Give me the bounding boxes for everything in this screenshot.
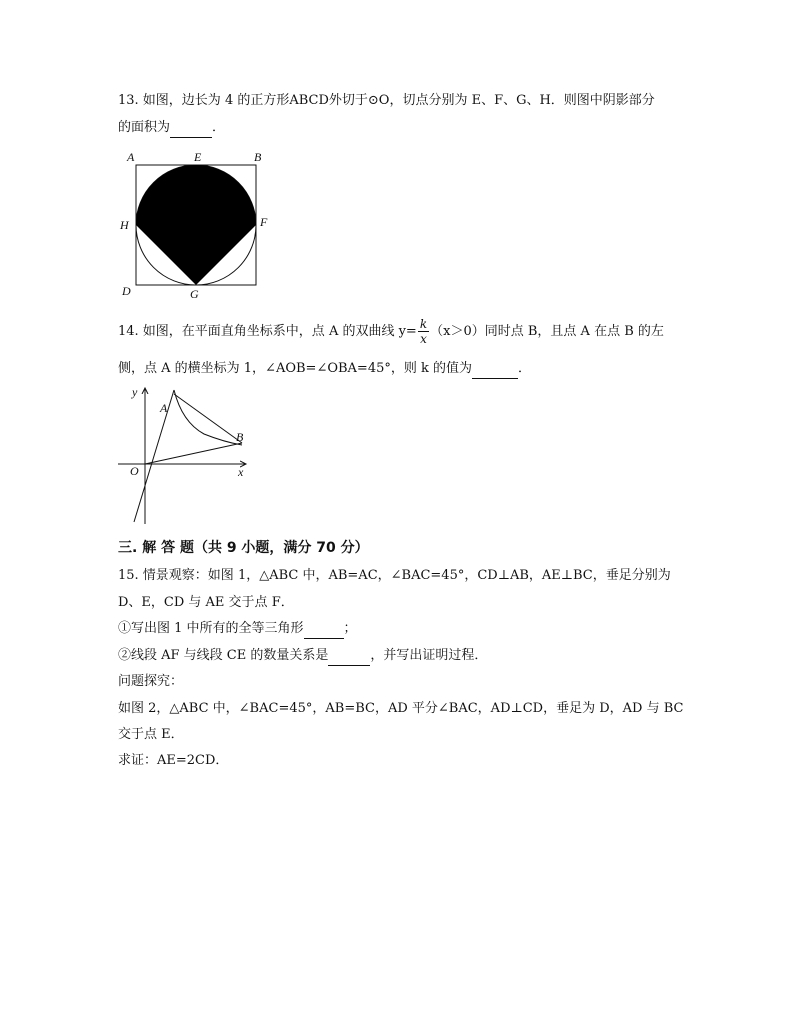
hyperbola [174, 390, 242, 445]
q14-line-2 [118, 360, 531, 379]
label-a: A [160, 401, 168, 415]
q15-line-7: 交于点 E． [118, 727, 184, 742]
shaded-region [136, 165, 256, 285]
q13-line-2 [118, 119, 225, 138]
q14-figure [114, 382, 254, 528]
q14-line-1 [118, 316, 664, 348]
q13-figure [114, 148, 274, 304]
q15-line-4-text: ②线段 AF 与线段 CE 的数量关系是 [118, 648, 329, 663]
q15-line-3-end: ； [343, 621, 357, 636]
label-h: H [120, 218, 129, 232]
q15-line-3 [118, 620, 357, 639]
q14-answer-blank [472, 360, 518, 379]
q13-line-1: 13. 如图，边长为 4 的正方形ABCD外切于⊙O，切点分别为 E、F、G、H．则图中阴影部分 [118, 93, 655, 108]
q15-line-8: 求证：AE=2CD． [118, 753, 229, 768]
label-g: G [190, 287, 199, 301]
label-e: E [194, 150, 202, 164]
q14-frac-den: x [420, 332, 427, 346]
q13-line-2-end: ． [212, 120, 226, 135]
q15-blank-1 [304, 620, 344, 639]
q14-line-2-end: ． [518, 361, 532, 376]
label-b: B [254, 150, 262, 164]
label-a: A [127, 150, 135, 164]
q14-frac-num: k [419, 317, 428, 331]
q13-line-2-text: 的面积为 [118, 120, 171, 135]
q13-answer-blank [170, 119, 212, 138]
q14-line-2-text: 侧，点 A 的横坐标为 1，∠AOB=∠OBA=45°，则 k 的值为 [118, 361, 473, 376]
q14-fraction [418, 317, 429, 346]
q14-line-1-b: （x＞0）同时点 B，且点 A 在点 B 的左 [430, 324, 664, 339]
label-o: O [130, 464, 139, 478]
q14-line-1-a: 14. 如图，在平面直角坐标系中，点 A 的双曲线 y= [118, 324, 417, 339]
q15-line-2: D、E，CD 与 AE 交于点 F． [118, 595, 294, 610]
q15-line-3-text: ①写出图 1 中所有的全等三角形 [118, 621, 304, 636]
line-ob [145, 443, 242, 464]
label-f: F [260, 215, 268, 229]
q15-blank-2 [328, 647, 370, 666]
q15-line-4 [118, 647, 487, 666]
q15-line-1: 15. 情景观察：如图 1，△ABC 中，AB=AC，∠BAC=45°，CD⊥AB，AE⊥BC，垂足分别为 [118, 568, 671, 583]
label-b: B [236, 430, 244, 444]
label-x: x [238, 465, 244, 479]
label-y: y [132, 385, 138, 399]
q15-line-4-end: ，并写出证明过程． [370, 648, 488, 663]
line-oa [134, 390, 174, 522]
section-heading: 三. 解 答 题（共 9 小题，满分 70 分） [118, 540, 369, 556]
label-d: D [122, 284, 131, 298]
q15-line-5: 问题探究： [118, 674, 184, 689]
q15-line-6: 如图 2，△ABC 中，∠BAC=45°，AB=BC，AD 平分∠BAC，AD⊥CD，垂足为 D，AD 与 BC [118, 701, 684, 716]
